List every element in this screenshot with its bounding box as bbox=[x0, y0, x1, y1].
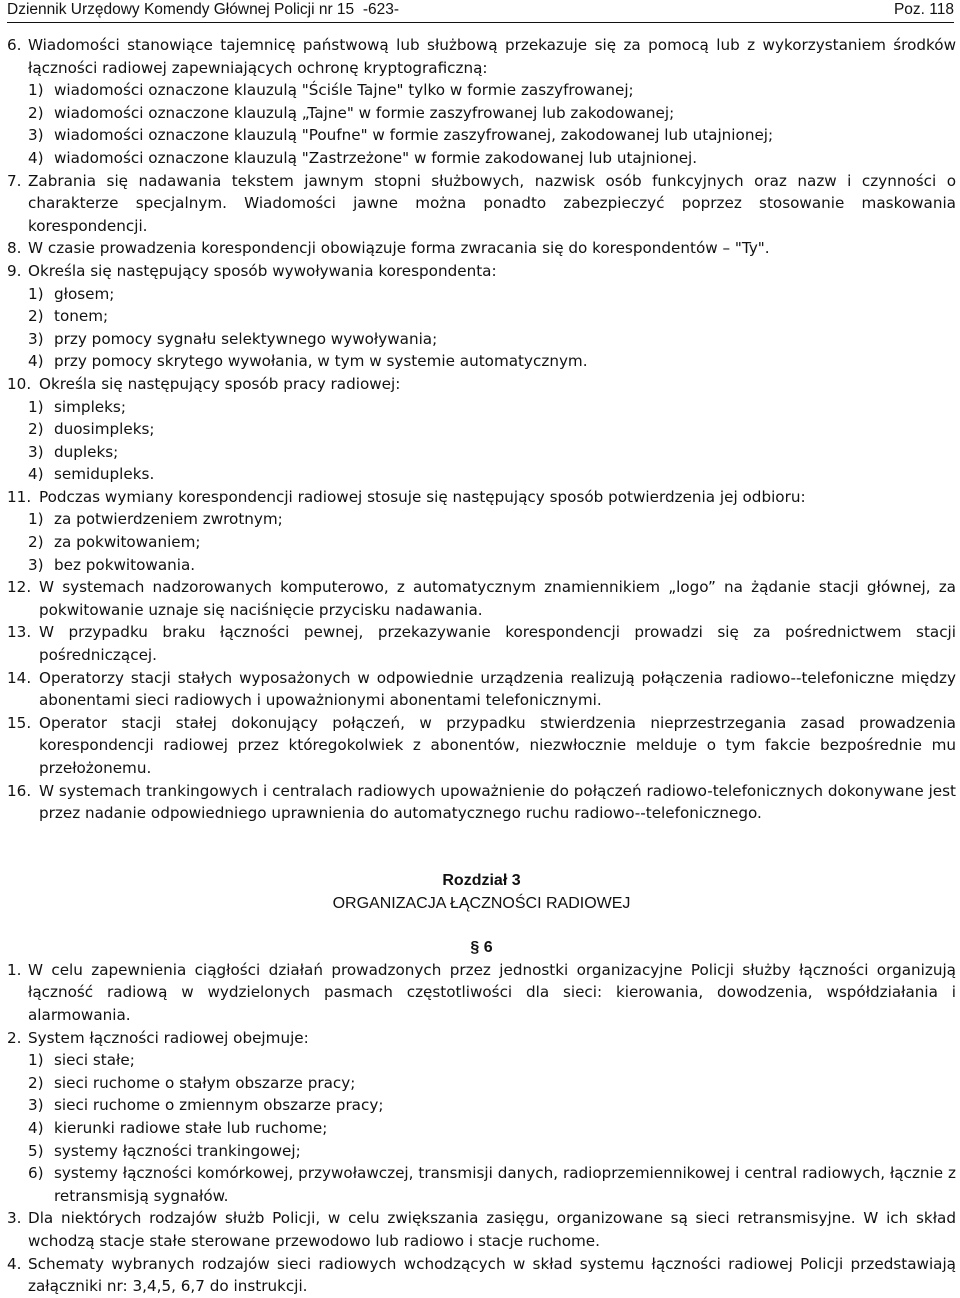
list-item bbox=[7, 1094, 956, 1117]
chapter-heading bbox=[7, 869, 956, 915]
list-item-number: 2) bbox=[28, 420, 44, 439]
list-item bbox=[7, 1049, 956, 1072]
list-item-text: sieci ruchome o zmiennym obszarze pracy; bbox=[54, 1096, 384, 1115]
numbered-paragraph bbox=[7, 486, 956, 509]
list-item-number: 3) bbox=[28, 1096, 44, 1115]
list-item bbox=[7, 1162, 956, 1207]
numbered-paragraph bbox=[7, 959, 956, 1027]
paragraph-text: W celu zapewnienia ciągłości działań prowadzonych przez jednostki organizacyjne Policji służby łączności organizują łączność radiową w wydzielonych pasmach częstotliwości dla sieci: kierowania, dowodzenia, współdziałania i alarmowania. bbox=[28, 960, 956, 1024]
paragraph-number: 4. bbox=[7, 1254, 22, 1273]
list-item bbox=[7, 1117, 956, 1140]
list-item-text: wiadomości oznaczone klauzulą "Poufne" w formie zaszyfrowanej, zakodowanej lub utajnionej; bbox=[54, 126, 774, 145]
list-item bbox=[7, 1072, 956, 1095]
list-item-number: 6) bbox=[28, 1164, 44, 1183]
list-item-text: kierunki radiowe stałe lub ruchome; bbox=[54, 1118, 328, 1137]
list-item-number: 4) bbox=[28, 352, 44, 371]
numbered-paragraph bbox=[7, 260, 956, 283]
list-item-number: 1) bbox=[28, 397, 44, 416]
list-item-text: za pokwitowaniem; bbox=[54, 533, 201, 552]
list-item-text: przy pomocy skrytego wywołania, w tym w systemie automatycznym. bbox=[54, 352, 588, 371]
list-item-text: duosimpleks; bbox=[54, 420, 155, 439]
list-item-number: 3) bbox=[28, 126, 44, 145]
list-item bbox=[7, 305, 956, 328]
list-item-text: za potwierdzeniem zwrotnym; bbox=[54, 510, 283, 529]
list-item bbox=[7, 102, 956, 125]
paragraph-text: Operatorzy stacji stałych wyposażonych w odpowiednie urządzenia realizują połączenia radiowo--telefoniczne między abonentami sieci radiowych i upoważnionymi abonentami telefonicznymi. bbox=[39, 668, 956, 710]
list-item bbox=[7, 79, 956, 102]
list-item-text: wiadomości oznaczone klauzulą „Tajne" w formie zaszyfrowanej lub zakodowanej; bbox=[54, 103, 675, 122]
numbered-paragraph bbox=[7, 576, 956, 621]
numbered-paragraph bbox=[7, 667, 956, 712]
page-marker: -623- bbox=[362, 1, 399, 18]
list-item-number: 2) bbox=[28, 103, 44, 122]
list-item bbox=[7, 1140, 956, 1163]
numbered-paragraph bbox=[7, 712, 956, 780]
page-header bbox=[7, 0, 954, 23]
paragraph-text: W systemach trankingowych i centralach radiowych upoważnienie do połączeń radiowo-telefonicznych dokonywane jest przez nadanie odpowiedniego uprawnienia do automatycznego ruchu radiowo--telefonicznego. bbox=[39, 781, 956, 823]
paragraph-number: 16. bbox=[7, 781, 32, 800]
numbered-paragraph bbox=[7, 373, 956, 396]
paragraph-list-chapter-2 bbox=[7, 34, 956, 825]
list-item bbox=[7, 124, 956, 147]
list-item bbox=[7, 418, 956, 441]
list-item-number: 1) bbox=[28, 81, 44, 100]
paragraph-text: System łączności radiowej obejmuje: bbox=[28, 1028, 309, 1047]
paragraph-text: Podczas wymiany korespondencji radiowej stosuje się następujący sposób potwierdzenia jej odbioru: bbox=[39, 487, 806, 506]
numbered-paragraph bbox=[7, 34, 956, 79]
header-left bbox=[7, 0, 399, 20]
position-number: Poz. 118 bbox=[893, 1, 954, 18]
list-item bbox=[7, 463, 956, 486]
list-item-text: bez pokwitowania. bbox=[54, 555, 196, 574]
paragraph-number: 1. bbox=[7, 960, 22, 979]
list-item bbox=[7, 441, 956, 464]
list-item-number: 4) bbox=[28, 1118, 44, 1137]
paragraph-number: 8. bbox=[7, 239, 22, 258]
journal-title: Dziennik Urzędowy Komendy Głównej Policji nr 15 bbox=[7, 1, 355, 18]
list-item bbox=[7, 554, 956, 577]
list-item-number: 3) bbox=[28, 329, 44, 348]
paragraph-number: 14. bbox=[7, 668, 32, 687]
section-mark: § 6 bbox=[470, 938, 493, 956]
list-item-text: systemy łączności trankingowej; bbox=[54, 1141, 301, 1160]
paragraph-text: Schematy wybranych rodzajów sieci radiowych wchodzących w skład systemu łączności radiowej Policji przedstawiają załączniki nr: 3,4,5, 6,7 do instrukcji. bbox=[28, 1254, 956, 1296]
paragraph-number: 10. bbox=[7, 374, 32, 393]
numbered-paragraph bbox=[7, 237, 956, 260]
paragraph-text: Zabrania się nadawania tekstem jawnym stopni służbowych, nazwisk osób funkcyjnych oraz nazw i czynności o charakterze specjalnym. Wiadomości jawne można ponadto zabezpieczyć poprzez stosowanie maskowania korespondencji. bbox=[28, 171, 956, 235]
list-item-text: wiadomości oznaczone klauzulą "Ściśle Tajne" tylko w formie zaszyfrowanej; bbox=[54, 81, 634, 100]
list-item-number: 3) bbox=[28, 555, 44, 574]
list-item-number: 3) bbox=[28, 442, 44, 461]
numbered-paragraph bbox=[7, 170, 956, 238]
list-item-number: 1) bbox=[28, 510, 44, 529]
list-item-number: 2) bbox=[28, 1073, 44, 1092]
chapter-title: Rozdział 3 bbox=[442, 871, 521, 889]
list-item-number: 5) bbox=[28, 1141, 44, 1160]
list-item-text: głosem; bbox=[54, 284, 115, 303]
list-item bbox=[7, 147, 956, 170]
list-item-text: simpleks; bbox=[54, 397, 126, 416]
list-item bbox=[7, 350, 956, 373]
paragraph-number: 15. bbox=[7, 713, 32, 732]
paragraph-text: Wiadomości stanowiące tajemnicę państwową lub służbową przekazuje się za pomocą lub z wykorzystaniem środków łączności radiowej zapewniających ochronę kryptograficzną: bbox=[28, 36, 956, 77]
list-item-number: 2) bbox=[28, 307, 44, 326]
paragraph-number: 7. bbox=[7, 171, 22, 190]
spacer bbox=[7, 825, 956, 869]
paragraph-text: Dla niektórych rodzajów służb Policji, w celu zwiększania zasięgu, organizowane są sieci retransmisyjne. W ich skład wchodzą stacje stałe sterowane przewodowo lub radiowo i stacje ruchome. bbox=[28, 1209, 956, 1250]
list-item-number: 1) bbox=[28, 284, 44, 303]
paragraph-number: 13. bbox=[7, 623, 32, 642]
list-item-number: 4) bbox=[28, 148, 44, 167]
paragraph-number: 12. bbox=[7, 578, 32, 597]
paragraph-text: W systemach nadzorowanych komputerowo, z automatycznym znamiennikiem „logo” na żądanie stacji głównej, za pokwitowanie uznaje się naciśnięcie przycisku nadawania. bbox=[39, 578, 956, 619]
list-item-text: systemy łączności komórkowej, przywoławczej, transmisji danych, radioprzemiennikowej i central radiowych, łącznie z retransmisją sygnałów. bbox=[54, 1164, 956, 1205]
page-content bbox=[7, 34, 956, 1298]
numbered-paragraph bbox=[7, 780, 956, 825]
numbered-paragraph bbox=[7, 1027, 956, 1050]
list-item-text: dupleks; bbox=[54, 442, 119, 461]
paragraph-list-section-6 bbox=[7, 959, 956, 1298]
list-item-text: sieci stałe; bbox=[54, 1051, 135, 1070]
paragraph-text: W przypadku braku łączności pewnej, przekazywanie korespondencji prowadzi się za pośrednictwem stacji pośredniczącej. bbox=[39, 623, 956, 665]
list-item-text: sieci ruchome o stałym obszarze pracy; bbox=[54, 1073, 356, 1092]
list-item-text: tonem; bbox=[54, 307, 109, 326]
list-item-text: semidupleks. bbox=[54, 465, 155, 484]
list-item-number: 2) bbox=[28, 533, 44, 552]
paragraph-text: Operator stacji stałej dokonujący połączeń, w przypadku stwierdzenia nieprzestrzegania zasad prowadzenia korespondencji radiowej przez któregokolwiek z abonentów, niezwłocznie melduje o tym fakcie bezpośrednie mu przełożonemu. bbox=[39, 713, 956, 777]
list-item-text: wiadomości oznaczone klauzulą "Zastrzeżone" w formie zakodowanej lub utajnionej. bbox=[54, 148, 698, 167]
list-item-text: przy pomocy sygnału selektywnego wywoływania; bbox=[54, 329, 438, 348]
list-item bbox=[7, 508, 956, 531]
list-item bbox=[7, 283, 956, 306]
paragraph-number: 6. bbox=[7, 36, 22, 54]
numbered-paragraph bbox=[7, 621, 956, 666]
paragraph-text: W czasie prowadzenia korespondencji obowiązuje forma zwracania się do korespondentów – "Ty". bbox=[28, 239, 770, 258]
paragraph-text: Określa się następujący sposób wywoływania korespondenta: bbox=[28, 261, 497, 280]
paragraph-text: Określa się następujący sposób pracy radiowej: bbox=[39, 374, 401, 393]
paragraph-number: 3. bbox=[7, 1209, 22, 1228]
chapter-subtitle: ORGANIZACJA ŁĄCZNOŚCI RADIOWEJ bbox=[332, 894, 631, 912]
paragraph-number: 9. bbox=[7, 261, 22, 280]
list-item-number: 4) bbox=[28, 465, 44, 484]
list-item bbox=[7, 531, 956, 554]
numbered-paragraph bbox=[7, 1207, 956, 1252]
list-item-number: 1) bbox=[28, 1051, 44, 1070]
paragraph-number: 11. bbox=[7, 487, 32, 506]
list-item bbox=[7, 328, 956, 351]
paragraph-number: 2. bbox=[7, 1028, 22, 1047]
list-item bbox=[7, 396, 956, 419]
